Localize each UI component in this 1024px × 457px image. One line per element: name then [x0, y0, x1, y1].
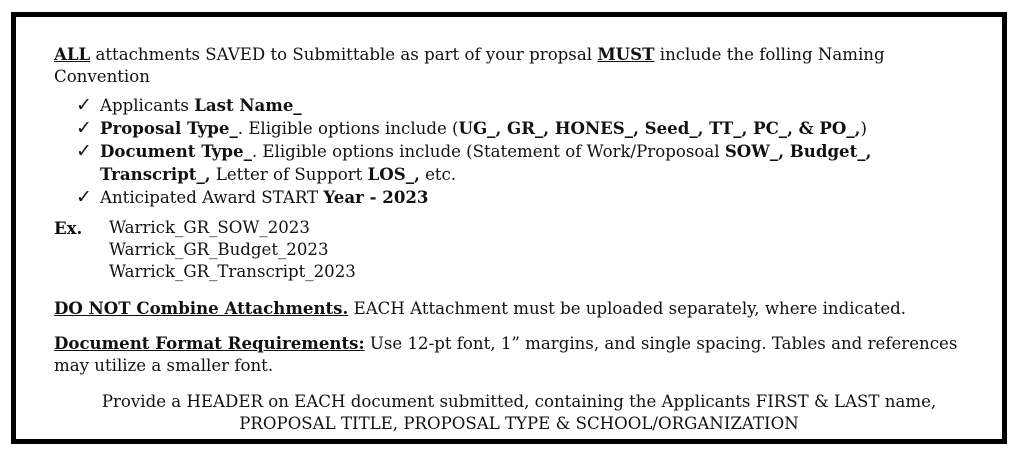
item-bold: Transcript_, — [100, 164, 211, 184]
item-text: Letter of Support — [210, 165, 368, 184]
combine-heading: DO NOT Combine Attachments. — [54, 298, 349, 318]
combine-instruction — [54, 297, 984, 320]
item-text: . Eligible options include (Statement of Work/Proposoal — [251, 142, 725, 161]
notice-box — [11, 12, 1007, 444]
example-label: Ex. — [54, 218, 83, 238]
must-emphasis: MUST — [597, 44, 655, 64]
item-text: Applicants — [100, 96, 195, 115]
all-emphasis: ALL — [54, 44, 91, 64]
naming-checklist — [54, 94, 984, 209]
item-bold: LOS_, — [367, 164, 420, 184]
checklist-item-last-name — [54, 94, 984, 117]
item-bold: UG_, GR_, HONES_, Seed_, TT_, PC_, & PO_, — [458, 118, 861, 138]
header-line-2: PROPOSAL TITLE, PROPOSAL TYPE & SCHOOL/ORGANIZATION — [239, 414, 799, 433]
format-heading: Document Format Requirements: — [54, 333, 365, 353]
naming-example — [54, 217, 984, 283]
notice-content — [54, 43, 984, 452]
combine-text: EACH Attachment must be uploaded separately, where indicated. — [348, 299, 907, 318]
checkmark-icon: ✓ — [76, 140, 92, 162]
item-text: Anticipated Award START — [100, 188, 324, 207]
checklist-item-award-year — [54, 186, 984, 209]
example-line: Warrick_GR_Transcript_2023 — [109, 262, 356, 281]
item-bold: Document Type_ — [100, 141, 252, 161]
item-bold: Last Name_ — [194, 95, 302, 115]
header-line-1: Provide a HEADER on EACH document submitted, containing the Applicants FIRST & LAST name, — [101, 392, 937, 411]
example-line: Warrick_GR_Budget_2023 — [109, 240, 329, 259]
naming-convention-intro — [54, 43, 984, 88]
intro-text-2: include the folling Naming Convention — [54, 45, 885, 86]
example-lines — [109, 217, 356, 283]
item-bold: Proposal Type_ — [100, 118, 238, 138]
item-text: . Eligible options include ( — [237, 119, 459, 138]
checklist-item-document-type — [54, 140, 984, 186]
item-text: etc. — [419, 165, 457, 184]
checkmark-icon: ✓ — [76, 186, 92, 208]
item-bold: SOW_, Budget_, — [724, 141, 872, 161]
item-text: ) — [860, 119, 867, 138]
header-instruction — [54, 391, 984, 435]
format-requirements — [54, 332, 984, 377]
format-text: Use 12-pt font, 1” margins, and single spacing. Tables and references may utilize a smaller font. — [54, 334, 958, 375]
item-bold: Year - 2023 — [323, 187, 429, 207]
checkmark-icon: ✓ — [76, 117, 92, 139]
checkmark-icon: ✓ — [76, 94, 92, 116]
intro-text-1: attachments SAVED to Submittable as part of your propsal — [90, 45, 598, 64]
example-line: Warrick_GR_SOW_2023 — [109, 218, 310, 237]
checklist-item-proposal-type — [54, 117, 984, 140]
